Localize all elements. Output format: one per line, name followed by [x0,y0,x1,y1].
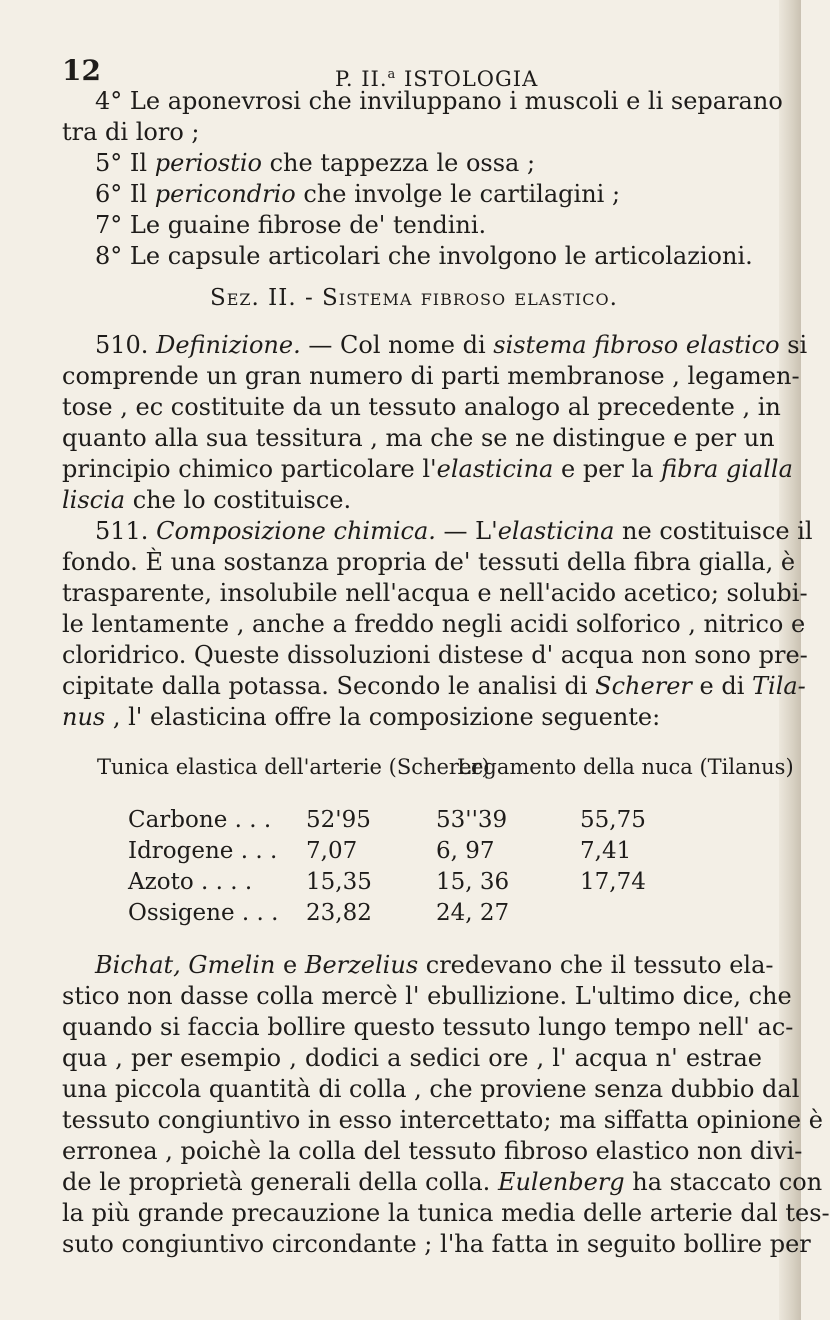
paragraph-510-line: liscia che lo costituisce. [62,486,352,514]
paragraph-bichat-line: de le proprietà generali della colla. Eulenberg ha staccato con [62,1168,823,1196]
table-cell-value: 53''39 [436,807,508,833]
section-heading: Sez. II. - Sistema fibroso elastico. [210,285,618,311]
table-caption-right: Legamento della nuca (Tilanus) [457,755,794,779]
paragraph-511-line: le lentamente , anche a freddo negli acidi solforico , nitrico e [62,610,806,638]
table-cell-value: 55,75 [580,807,646,833]
paragraph-bichat-line: suto congiuntivo circondante ; l'ha fatta in seguito bollire per [62,1230,811,1258]
table-cell-value: 52'95 [306,807,371,833]
running-head-title: ISTOLOGIA [403,67,539,91]
table-cell-value: 23,82 [306,900,372,926]
table-cell-value: 15, 36 [436,869,510,895]
paragraph-bichat-line: qua , per esempio , dodici a sedici ore , l' acqua n' estrae [62,1044,762,1072]
paragraph-510-line: principio chimico particolare l'elasticina e per la fibra gialla [62,455,793,483]
paragraph-511-line: cloridrico. Queste dissoluzioni distese d' acqua non sono pre- [62,641,808,669]
running-head-superscript: a [387,67,397,82]
list-item: 8° Le capsule articolari che involgono le articolazioni. [95,242,753,270]
list-item: 7° Le guaine fibrose de' tendini. [95,211,487,239]
running-head-prefix: P. II. [335,67,388,91]
table-cell-element: Azoto . . . . [128,869,253,895]
paragraph-bichat-line: quando si faccia bollire questo tessuto lungo tempo nell' ac- [62,1013,794,1041]
table-cell-value: 15,35 [306,869,372,895]
paragraph-511-line: cipitate dalla potassa. Secondo le analisi di Scherer e di Tila- [62,672,806,700]
paragraph-bichat-line: una piccola quantità di colla , che proviene senza dubbio dal [62,1075,800,1103]
paragraph-510-line: comprende un gran numero di parti membranose , legamen- [62,362,800,390]
paragraph-511-line: nus , l' elasticina offre la composizione seguente: [62,703,661,731]
paragraph-bichat-line: stico non dasse colla mercè l' ebullizione. L'ultimo dice, che [62,982,792,1010]
paragraph-510-line: 510. Definizione. — Col nome di sistema fibroso elastico si [95,331,808,359]
table-cell-value: 17,74 [580,869,646,895]
table-cell-element: Carbone . . . [128,807,272,833]
paragraph-510-line: quanto alla sua tessitura , ma che se ne distingue e per un [62,424,775,452]
paragraph-511-line: 511. Composizione chimica. — L'elasticina ne costituisce il [95,517,813,545]
table-cell-value: 7,41 [580,838,632,864]
paragraph-bichat-line: Bichat, Gmelin e Berzelius credevano che il tessuto ela- [95,951,774,979]
paragraph-bichat-line: erronea , poichè la colla del tessuto fibroso elastico non divi- [62,1137,803,1165]
table-cell-value: 6, 97 [436,838,495,864]
table-cell-value: 7,07 [306,838,358,864]
table-cell-value: 24, 27 [436,900,510,926]
list-item: 4° Le aponevrosi che inviluppano i muscoli e li separano [95,87,783,115]
list-item-continuation: tra di loro ; [62,118,200,146]
paragraph-511-line: trasparente, insolubile nell'acqua e nell'acido acetico; solubi- [62,579,808,607]
paragraph-511-line: fondo. È una sostanza propria de' tessuti della fibra gialla, è [62,548,796,576]
list-item: 5° Il periostio che tappezza le ossa ; [95,149,536,177]
table-cell-element: Idrogene . . . [128,838,278,864]
paragraph-bichat-line: la più grande precauzione la tunica media delle arterie dal tes- [62,1199,830,1227]
table-caption-left: Tunica elastica dell'arterie (Scherer) [97,755,490,779]
list-item: 6° Il pericondrio che involge le cartilagini ; [95,180,621,208]
table-cell-element: Ossigene . . . [128,900,279,926]
paragraph-bichat-line: tessuto congiuntivo in esso intercettato; ma siffatta opinione è [62,1106,823,1134]
page-number: 12 [62,54,101,87]
paragraph-510-line: tose , ec costituite da un tessuto analogo al precedente , in [62,393,781,421]
